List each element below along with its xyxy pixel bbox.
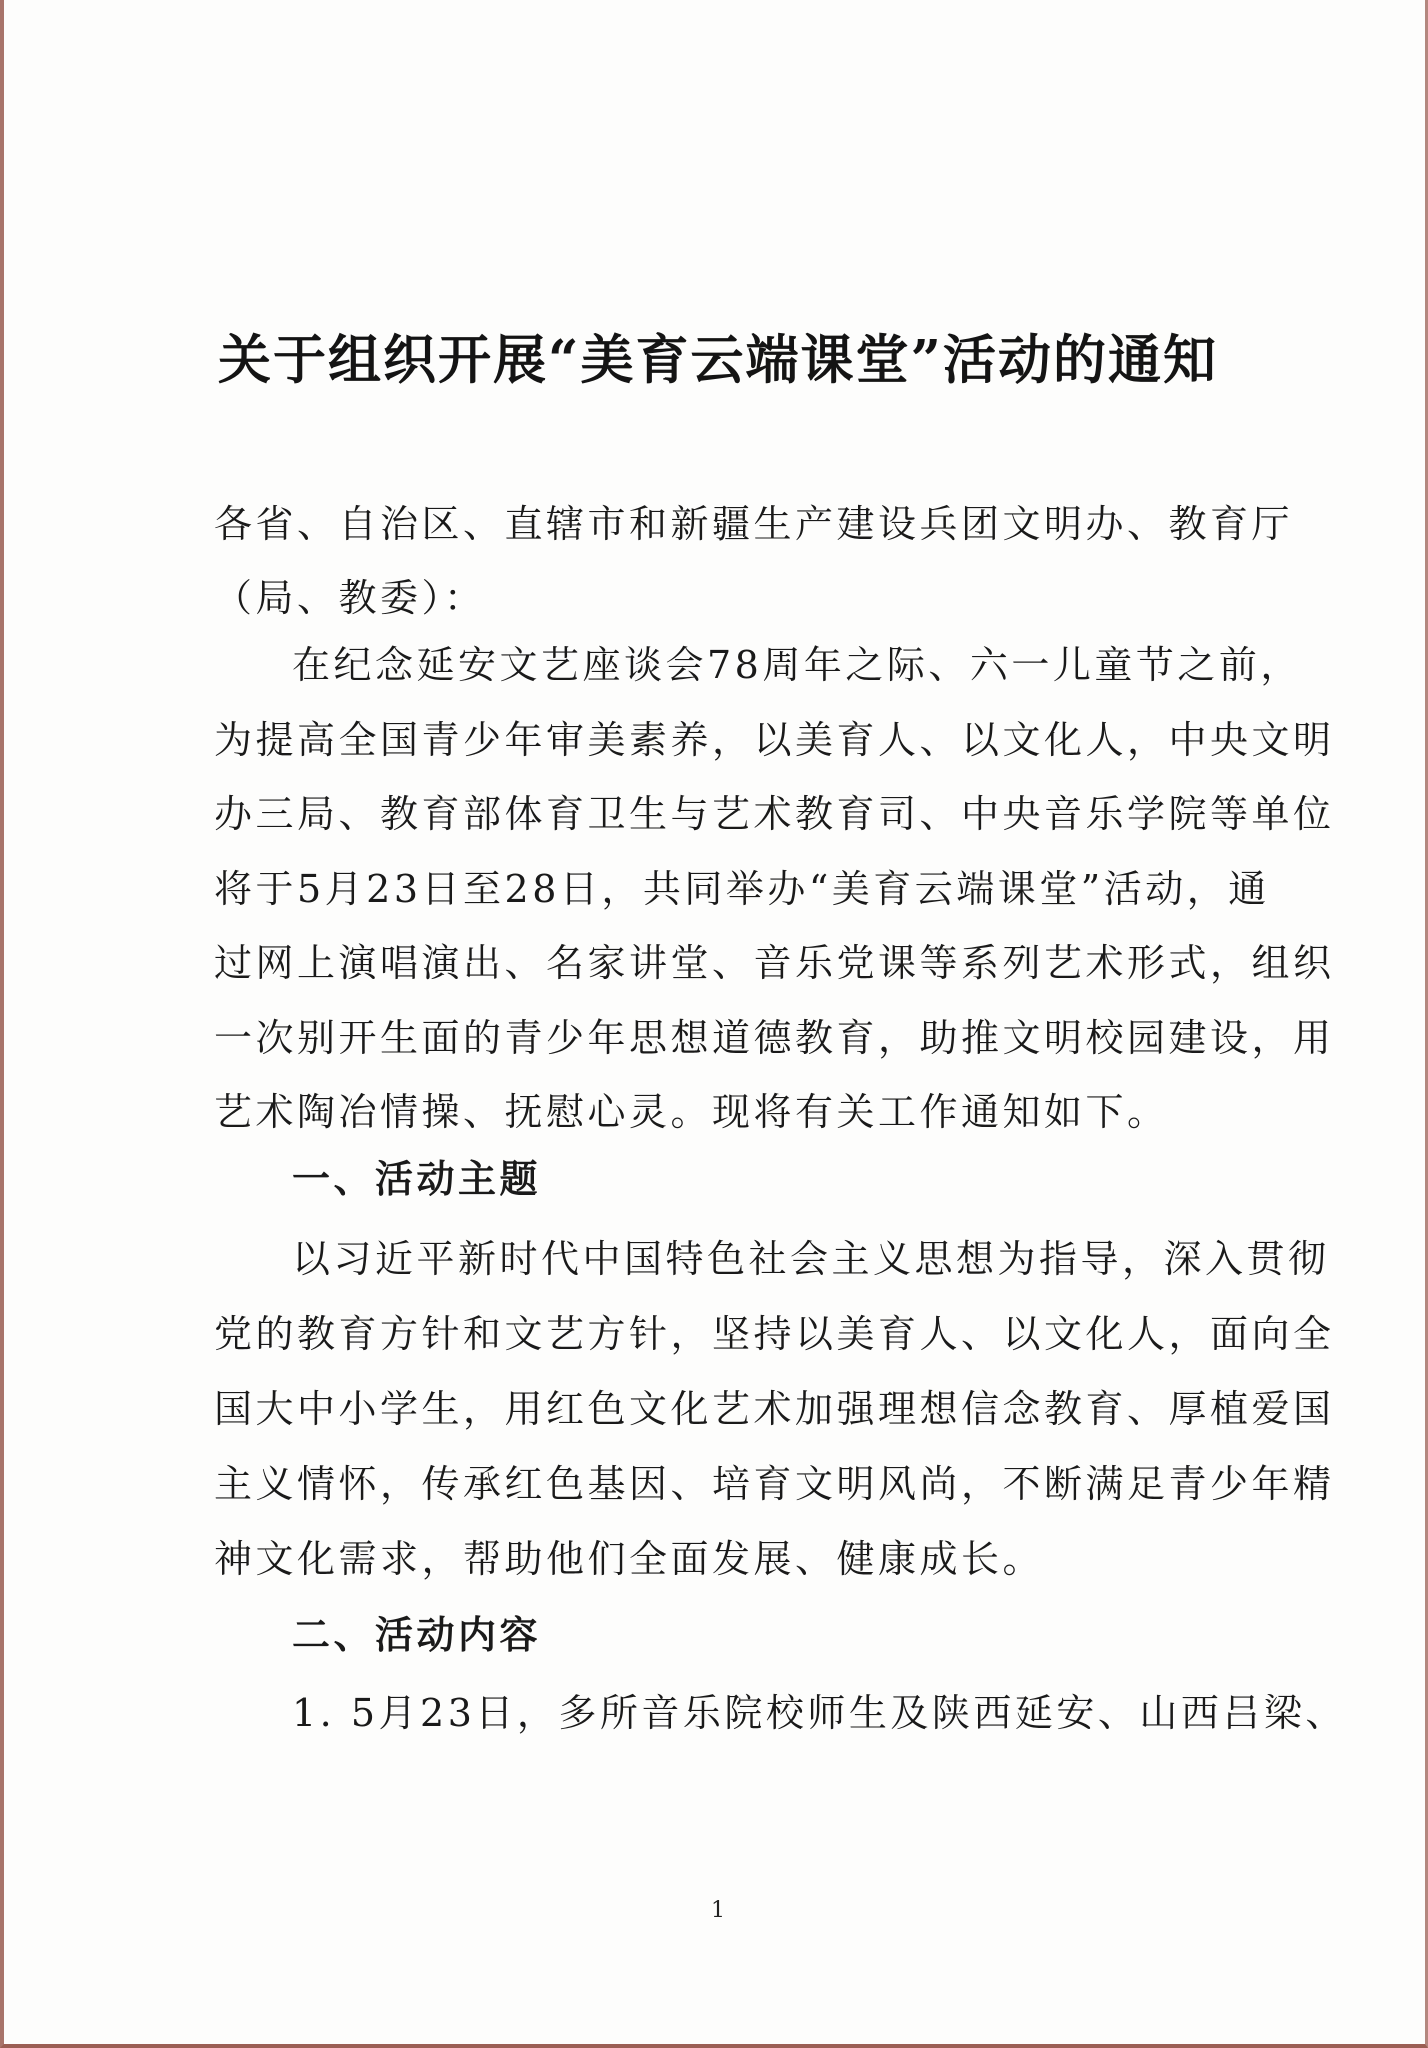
paragraph-line: 一次别开生面的青少年思想道德教育，助推文明校园建设，用 <box>214 1015 1335 1060</box>
section-heading-text: 二、活动内容 <box>292 1613 542 1657</box>
content-item <box>214 1682 1347 1744</box>
salutation-line: 各省、自治区、直辖市和新疆生产建设兵团文明办、教育厅 <box>214 502 1294 546</box>
paragraph-line: 过网上演唱演出、名家讲堂、音乐党课等系列艺术形式，组织 <box>214 941 1335 985</box>
paragraph-line: 主义情怀，传承红色基因、培育文明风尚，不断满足青少年精 <box>214 1462 1335 1506</box>
section-heading-content <box>214 1604 1254 1666</box>
paragraph-line: 神文化需求，帮助他们全面发展、健康成长。 <box>214 1537 1045 1581</box>
paragraph-line: 国大中小学生，用红色文化艺术加强理想信念教育、厚植爱国 <box>214 1387 1335 1431</box>
paragraph-line: 在纪念延安文艺座谈会78周年之际、六一儿童节之前， <box>292 643 1302 687</box>
theme-paragraph <box>214 1222 1335 1597</box>
paragraph-line: 将于5月23日至28日，共同举办“美育云端课堂”活动，通 <box>214 866 1270 911</box>
page-number: 1 <box>711 1898 725 1923</box>
paragraph-line: 办三局、教育部体育卫生与艺术教育司、中央音乐学院等单位 <box>214 792 1335 836</box>
paragraph-line: 党的教育方针和文艺方针，坚持以美育人、以文化人，面向全 <box>214 1312 1335 1356</box>
section-heading-text: 一、活动主题 <box>292 1157 542 1201</box>
paragraph-line: 为提高全国青少年审美素养，以美育人、以文化人，中央文明 <box>214 717 1335 762</box>
paragraph-line: 艺术陶冶情操、抚慰心灵。现将有关工作通知如下。 <box>214 1090 1169 1134</box>
salutation-line: （局、教委）： <box>214 576 486 620</box>
intro-paragraph <box>214 628 1335 1150</box>
paragraph-line: 1. 5月23日，多所音乐院校师生及陕西延安、山西吕梁、 <box>292 1691 1347 1735</box>
salutation <box>214 487 1294 635</box>
paragraph-line: 以习近平新时代中国特色社会主义思想为指导，深入贯彻 <box>292 1237 1330 1281</box>
document-title: 关于组织开展“美育云端课堂”活动的通知 <box>218 329 1218 391</box>
section-heading-theme <box>214 1148 1254 1210</box>
